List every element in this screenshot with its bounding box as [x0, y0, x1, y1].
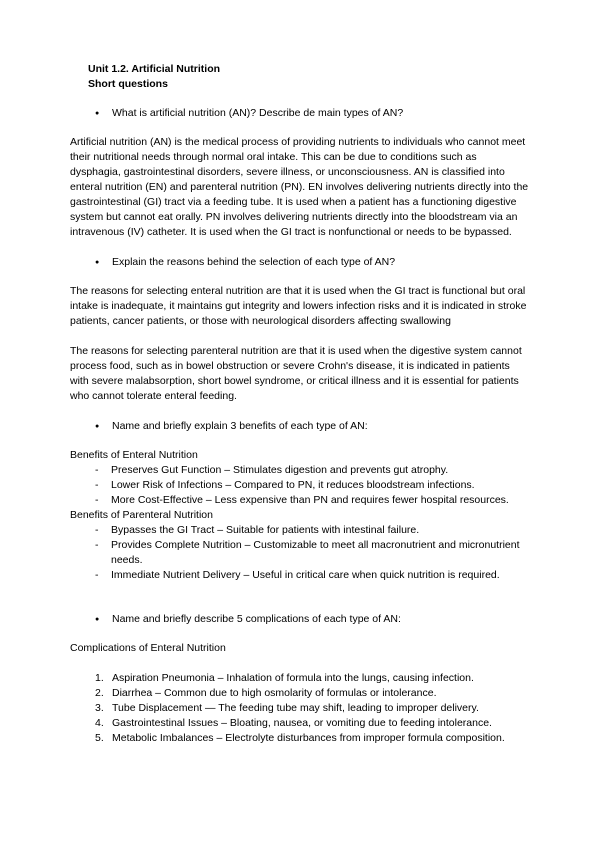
list-item-benefit-parenteral-1 — [95, 523, 530, 538]
question-1-text: What is artificial nutrition (AN)? Describe de main types of AN? — [112, 107, 404, 119]
paragraph-enteral-reasons: The reasons for selecting enteral nutrition are that it is used when the GI tract is functional but oral intake is inadequate, it maintains gut integrity and lowers infection risks and it is indicated in stroke patients, cancer patients, or those with neurological disorders affecting swallowing — [70, 285, 527, 327]
list-item-text: Bypasses the GI Tract – Suitable for patients with intestinal failure. — [111, 524, 420, 536]
list-item-text: Preserves Gut Function – Stimulates digestion and prevents gut atrophy. — [111, 464, 449, 476]
list-item-benefit-parenteral-2 — [95, 538, 530, 568]
numbered-item-text: Tube Displacement — The feeding tube may shift, leading to improper delivery. — [112, 702, 479, 714]
document-title: Unit 1.2. Artificial Nutrition — [88, 63, 221, 75]
question-2 — [95, 255, 530, 270]
item-number: 1. — [95, 672, 104, 684]
numbered-item-2 — [95, 686, 530, 701]
blank-line — [70, 583, 530, 598]
numbered-item-text: Gastrointestinal Issues – Bloating, nausea, or vomiting due to feeding intolerance. — [112, 717, 492, 729]
question-2-text: Explain the reasons behind the selection of each type of AN? — [112, 256, 396, 268]
document-subtitle: Short questions — [88, 78, 168, 90]
question-3 — [95, 419, 530, 434]
numbered-item-4 — [95, 716, 530, 731]
item-number: 2. — [95, 687, 104, 699]
complications-enteral-heading: Complications of Enteral Nutrition — [70, 642, 226, 654]
item-number: 4. — [95, 717, 104, 729]
list-item-text: More Cost-Effective – Less expensive than PN and requires fewer hospital resources. — [111, 494, 509, 506]
numbered-item-text: Diarrhea – Common due to high osmolarity of formulas or intolerance. — [112, 687, 437, 699]
paragraph-parenteral-reasons: The reasons for selecting parenteral nutrition are that it is used when the digestive system cannot process food, such as in bowel obstruction or severe Crohn's disease, it is indicated in patients with severe malabsorption, short bowel syndrome, or critical illness and it is essential for patients who cannot tolerate enteral feeding. — [70, 345, 522, 402]
bullet-icon: ● — [95, 110, 100, 117]
bullet-icon: ● — [95, 423, 100, 430]
numbered-item-5 — [95, 731, 530, 746]
dash-marker: - — [95, 524, 99, 536]
numbered-item-3 — [95, 701, 530, 716]
complications-enteral-list — [70, 671, 530, 746]
list-item-text: Provides Complete Nutrition – Customizable to meet all macronutrient and micronutrient needs. — [111, 539, 520, 566]
numbered-item-text: Aspiration Pneumonia – Inhalation of formula into the lungs, causing infection. — [112, 672, 474, 684]
numbered-item-text: Metabolic Imbalances – Electrolyte disturbances from improper formula composition. — [112, 732, 505, 744]
bullet-icon: ● — [95, 616, 100, 623]
list-item-benefit-parenteral-3 — [95, 568, 530, 583]
dash-marker: - — [95, 494, 99, 506]
list-item-benefit-enteral-2 — [95, 478, 530, 493]
question-1 — [95, 106, 530, 121]
dash-marker: - — [95, 569, 99, 581]
list-item-benefit-enteral-3 — [95, 493, 530, 508]
question-4 — [95, 612, 530, 627]
question-3-text: Name and briefly explain 3 benefits of each type of AN: — [112, 420, 368, 432]
dash-marker: - — [95, 539, 99, 551]
benefits-enteral-heading: Benefits of Enteral Nutrition — [70, 449, 198, 461]
benefits-parenteral-heading: Benefits of Parenteral Nutrition — [70, 509, 213, 521]
list-item-benefit-enteral-1 — [95, 463, 530, 478]
question-4-text: Name and briefly describe 5 complications of each type of AN: — [112, 613, 401, 625]
bullet-icon: ● — [95, 259, 100, 266]
dash-marker: - — [95, 479, 99, 491]
numbered-item-1 — [95, 671, 530, 686]
dash-marker: - — [95, 464, 99, 476]
item-number: 5. — [95, 732, 104, 744]
paragraph-an-definition: Artificial nutrition (AN) is the medical process of providing nutrients to individuals who cannot meet their nutritional needs through normal oral intake. This can be due to conditions such as dysphagia, gastrointestinal disorders, severe illness, or unconsciousness. AN is classified into enteral nutrition (EN) and parenteral nutrition (PN). EN involves delivering nutrients directly into the gastrointestinal (GI) tract via a feeding tube. It is used when a patient has a functioning digestive system but cannot eat orally. PN involves delivering nutrients directly into the bloodstream via an intravenous (IV) catheter. It is used when the GI tract is nonfunctional or needs to be bypassed. — [70, 136, 529, 238]
list-item-text: Lower Risk of Infections – Compared to PN, it reduces bloodstream infections. — [111, 479, 475, 491]
item-number: 3. — [95, 702, 104, 714]
list-item-text: Immediate Nutrient Delivery – Useful in critical care when quick nutrition is required. — [111, 569, 500, 581]
